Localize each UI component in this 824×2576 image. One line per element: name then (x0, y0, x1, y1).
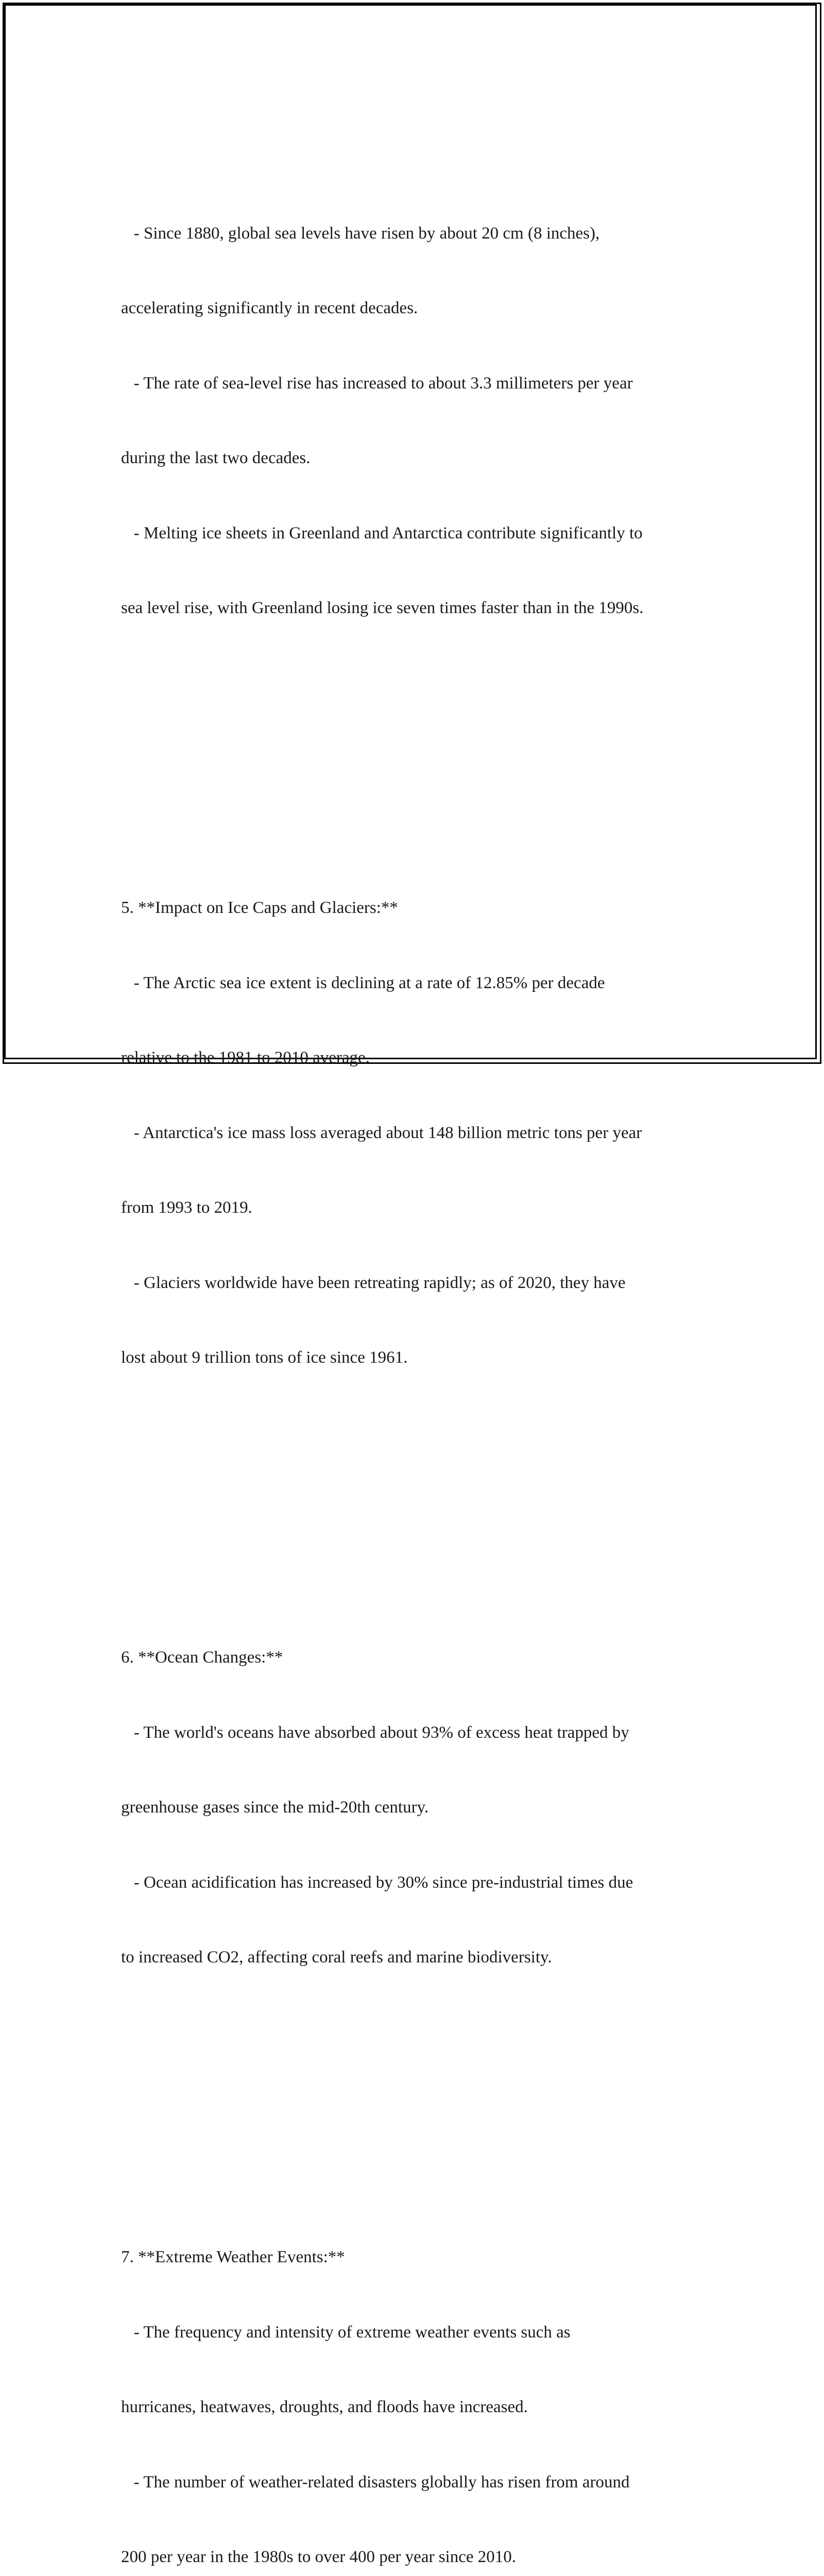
blank-line (121, 721, 718, 746)
text-line: - The Arctic sea ice extent is declining at a rate of 12.85% per decade (121, 973, 605, 992)
text-line: accelerating significantly in recent decades. (121, 299, 418, 317)
text-line: - The frequency and intensity of extreme weather events such as (121, 2323, 571, 2342)
text-line: hurricanes, heatwaves, droughts, and floods have increased. (121, 2398, 528, 2416)
blank-line (121, 2070, 718, 2095)
section-heading: 5. **Impact on Ice Caps and Glaciers:** (121, 899, 398, 917)
text-line: to increased CO2, affecting coral reefs and marine biodiversity. (121, 1948, 552, 1967)
text-line: sea level rise, with Greenland losing ice seven times faster than in the 1990s. (121, 599, 644, 617)
text-line: - The number of weather-related disasters globally has risen from around (121, 2472, 630, 2492)
text-line: - Since 1880, global sea levels have risen by about 20 cm (8 inches), (121, 224, 600, 243)
sea-level-paragraph (121, 171, 718, 671)
text-line: - Antarctica's ice mass loss averaged about 148 billion metric tons per year (121, 1123, 642, 1142)
document-body (121, 96, 718, 2576)
text-line: - Glaciers worldwide have been retreating rapidly; as of 2020, they have (121, 1273, 626, 1292)
section-ocean-changes (121, 1595, 718, 2020)
text-line: lost about 9 trillion tons of ice since 1961. (121, 1348, 408, 1367)
text-line: 200 per year in the 1980s to over 400 per year since 2010. (121, 2548, 517, 2566)
blank-line (121, 1470, 718, 1496)
text-line: - The rate of sea-level rise has increased to about 3.3 millimeters per year (121, 374, 633, 393)
text-line: - Ocean acidification has increased by 30% since pre-industrial times due (121, 1873, 633, 1892)
text-line: - The world's oceans have absorbed about 93% of excess heat trapped by (121, 1723, 629, 1742)
text-line: from 1993 to 2019. (121, 1198, 252, 1217)
text-line: greenhouse gases since the mid-20th century. (121, 1798, 429, 1817)
section-extreme-weather (121, 2195, 718, 2576)
section-heading: 7. **Extreme Weather Events:** (121, 2248, 345, 2266)
section-heading: 6. **Ocean Changes:** (121, 1648, 283, 1667)
section-ice-caps (121, 845, 718, 1420)
text-line: during the last two decades. (121, 449, 311, 467)
text-line: - Melting ice sheets in Greenland and Antarctica contribute significantly to (121, 523, 643, 543)
text-line: relative to the 1981 to 2010 average. (121, 1048, 370, 1067)
